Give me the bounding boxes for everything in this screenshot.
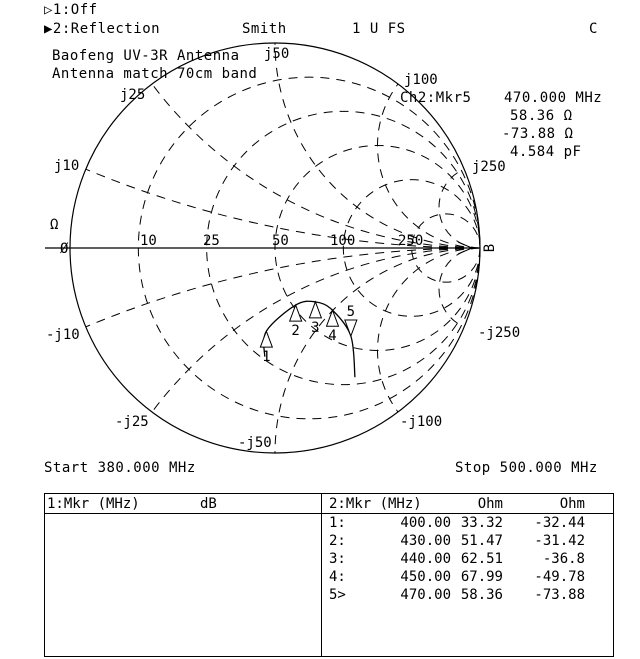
marker-table: [44, 493, 614, 657]
ch2-marker-header: 2:Mkr (MHz): [329, 496, 422, 512]
title-line-1: Baofeng UV-3R Antenna: [52, 48, 240, 64]
table-cell: 33.32: [460, 515, 503, 531]
ch1-marker-header: 1:Mkr (MHz): [47, 496, 140, 512]
marker-readout-capacitance: 4.584 pF: [510, 144, 582, 160]
reactance-arc: [378, 248, 481, 412]
reactance-label-negative: -j100: [400, 414, 443, 430]
marker-4: [327, 310, 339, 326]
marker-readout-reactance: -73.88 Ω: [502, 126, 574, 142]
table-cell: 62.51: [460, 551, 503, 567]
format-label: Smith: [242, 21, 287, 37]
reactance-label-positive: j100: [404, 72, 438, 88]
marker-label: 1: [262, 349, 271, 366]
ch1-db-header: dB: [200, 496, 217, 512]
ch2-reactance-header: Ohm: [559, 496, 585, 512]
marker-readout-label: Ch2:Mkr5: [400, 90, 472, 106]
reactance-label-positive: j25: [120, 87, 146, 103]
table-cell: -32.44: [534, 515, 585, 531]
reactance-label-negative: -j50: [238, 435, 272, 451]
reactance-label-positive: j10: [54, 158, 80, 174]
table-cell: 67.99: [460, 569, 503, 585]
table-cell: 58.36: [460, 587, 503, 603]
table-cell: -31.42: [534, 533, 585, 549]
reactance-label-positive: j250: [472, 159, 506, 175]
channel2-status: ▶2:Reflection: [44, 21, 161, 37]
resistance-label: 50: [272, 233, 289, 249]
table-cell: 2:: [329, 533, 346, 549]
resistance-label: 10: [140, 233, 157, 249]
marker-readout-resistance: 58.36 Ω: [510, 108, 573, 124]
table-cell: 5>: [329, 587, 346, 603]
ch2-resistance-header: Ohm: [477, 496, 503, 512]
reactance-label-negative: -j10: [46, 327, 80, 343]
zero-label: Ø: [60, 241, 69, 257]
table-cell: 1:: [329, 515, 346, 531]
table-column-divider: [321, 494, 322, 656]
unit-label: Ω: [50, 217, 59, 233]
table-cell: 4:: [329, 569, 346, 585]
table-cell: 430.00: [400, 533, 451, 549]
scale-label: 1 U FS: [352, 21, 406, 37]
table-cell: 400.00: [400, 515, 451, 531]
resistance-label: 250: [398, 233, 424, 249]
marker-label: 5: [346, 304, 356, 321]
reflection-trace: [264, 301, 355, 377]
cal-flag: C: [589, 21, 598, 37]
resistance-label: 100: [330, 233, 356, 249]
reactance-arc: [378, 84, 481, 248]
table-cell: -73.88: [534, 587, 585, 603]
start-frequency: Start 380.000 MHz: [44, 460, 196, 476]
table-cell: 440.00: [400, 551, 451, 567]
channel1-status: ▷1:Off: [44, 2, 98, 18]
stop-frequency: Stop 500.000 MHz: [455, 460, 598, 476]
resistance-label: 25: [203, 233, 220, 249]
table-cell: -36.8: [542, 551, 585, 567]
title-line-2: Antenna match 70cm band: [52, 66, 258, 82]
marker-label: 3: [311, 319, 320, 336]
table-cell: 51.47: [460, 533, 503, 549]
table-cell: 3:: [329, 551, 346, 567]
table-cell: -49.78: [534, 569, 585, 585]
reactance-label-negative: -j25: [115, 414, 149, 430]
table-cell: 470.00: [400, 587, 451, 603]
marker-readout-frequency: 470.000 MHz: [504, 90, 603, 106]
marker-3: [309, 302, 321, 318]
marker-label: 4: [328, 328, 337, 345]
reactance-label-positive: j50: [264, 46, 290, 62]
table-cell: 450.00: [400, 569, 451, 585]
marker-1: [260, 331, 272, 347]
reference-marker: B: [482, 243, 498, 253]
marker-label: 2: [291, 323, 300, 340]
reactance-label-negative: -j250: [478, 325, 521, 341]
